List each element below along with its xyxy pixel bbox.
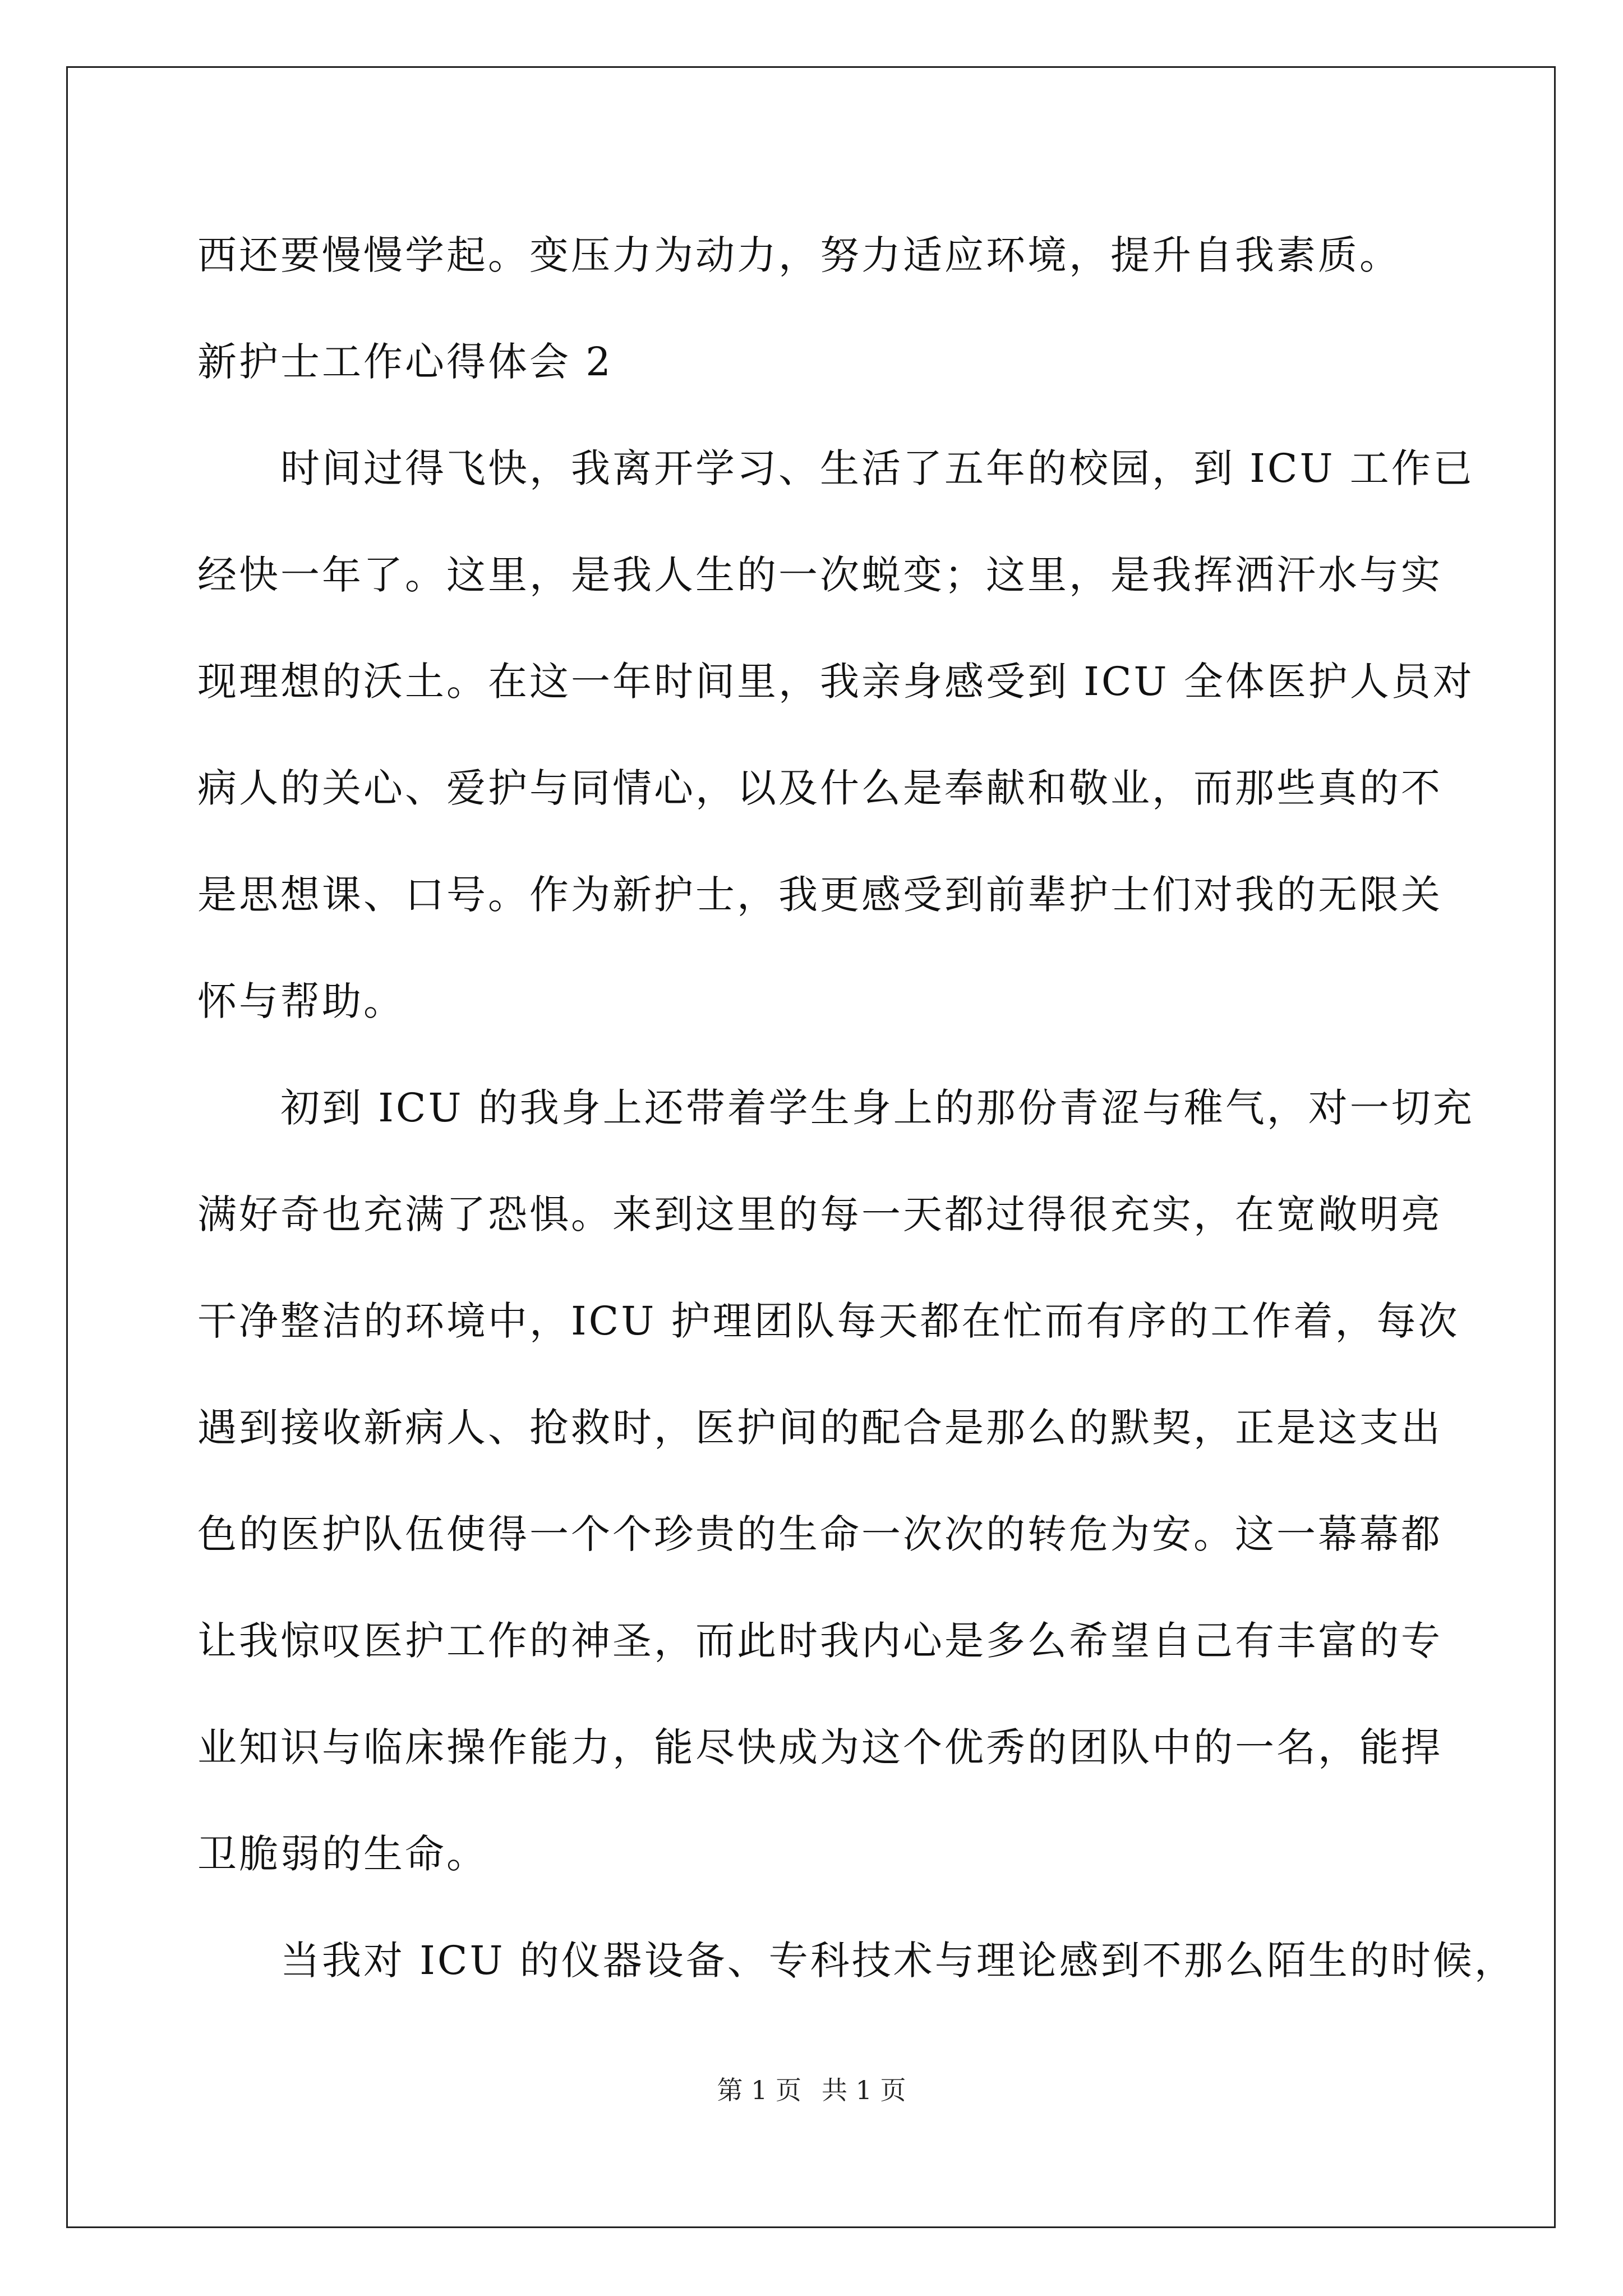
document-body xyxy=(197,202,1516,2014)
text-line: 满好奇也充满了恐惧。来到这里的每一天都过得很充实，在宽敞明亮 xyxy=(197,1191,1442,1237)
text-line: 现理想的沃土。在这一年时间里，我亲身感受到 ICU 全体医护人员对 xyxy=(197,659,1474,705)
text-line: 经快一年了。这里，是我人生的一次蜕变；这里，是我挥洒汗水与实 xyxy=(197,552,1442,598)
text-line: 让我惊叹医护工作的神圣，而此时我内心是多么希望自己有丰富的专 xyxy=(197,1618,1442,1664)
total-pages-label: 共 1 页 xyxy=(822,2075,906,2105)
paragraph-start-line: 时间过得飞快，我离开学习、生活了五年的校园，到 ICU 工作已 xyxy=(280,445,1474,491)
text-line: 西还要慢慢学起。变压力为动力，努力适应环境，提升自我素质。 xyxy=(197,232,1401,278)
text-line: 干净整洁的环境中，ICU 护理团队每天都在忙而有序的工作着，每次 xyxy=(197,1298,1460,1344)
text-line: 业知识与临床操作能力，能尽快成为这个优秀的团队中的一名，能捍 xyxy=(197,1724,1442,1770)
section-heading: 新护士工作心得体会 2 xyxy=(197,339,613,385)
text-line: 是思想课、口号。作为新护士，我更感受到前辈护士们对我的无限关 xyxy=(197,872,1442,918)
paragraph-start-line: 初到 ICU 的我身上还带着学生身上的那份青涩与稚气，对一切充 xyxy=(280,1085,1474,1131)
paragraph-start-line: 当我对 ICU 的仪器设备、专科技术与理论感到不那么陌生的时候， xyxy=(280,1938,1516,1984)
text-line: 病人的关心、爱护与同情心，以及什么是奉献和敬业，而那些真的不 xyxy=(197,765,1442,811)
text-line: 卫脆弱的生命。 xyxy=(197,1831,488,1877)
text-line: 遇到接收新病人、抢救时，医护间的配合是那么的默契，正是这支出 xyxy=(197,1405,1442,1451)
text-line: 怀与帮助。 xyxy=(197,978,405,1024)
text-line: 色的医护队伍使得一个个珍贵的生命一次次的转危为安。这一幕幕都 xyxy=(197,1511,1442,1557)
current-page-label: 第 1 页 xyxy=(717,2075,801,2105)
page-footer xyxy=(0,2073,1623,2107)
